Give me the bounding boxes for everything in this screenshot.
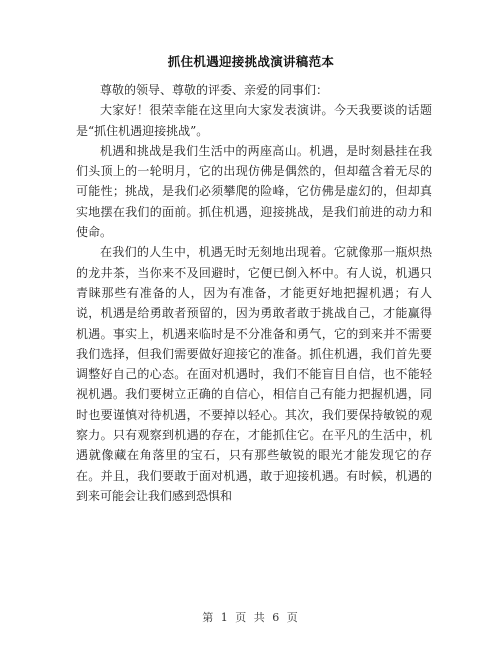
document-body	[76, 80, 432, 506]
page-footer: 第 1 页 共 6 页	[202, 611, 300, 624]
greeting-paragraph: 大家好！很荣幸能在这里向大家发表演讲。今天我要谈的话题是“抓住机遇迎接挑战”。	[76, 103, 432, 138]
body-paragraph: 在我们的人生中，机遇无时无刻地出现着。它就像那一瓶炽热的龙井茶，当你来不及回避时，它便已倒入杯中。有人说，机遇只青睐那些有准备的人，因为有准备，才能更好地把握机遇；有人说，机遇是给勇敢者预留的，因为勇敢者敢于挑战自己，才能赢得机遇。事实上，机遇来临时是不分准备和勇气，它的到来并不需要我们选择，但我们需要做好迎接它的准备。抓住机遇，我们首先要调整好自己的心态。在面对机遇时，我们不能盲目自信，也不能轻视机遇。我们要树立正确的自信心，相信自己有能力把握机遇，同时也要谨慎对待机遇，不要掉以轻心。其次，我们要保持敏锐的观察力。只有观察到机遇的存在，才能抓住它。在平凡的生活中，机遇就像藏在角落里的宝石，只有那些敏锐的眼光才能发现它的存在。并且，我们要敢于面对机遇，敢于迎接机遇。有时候，机遇的到来可能会让我们感到恐惧和	[76, 245, 432, 503]
document-title: 抓住机遇迎接挑战演讲稿范本	[167, 54, 335, 69]
salutation-paragraph: 尊敬的领导、尊敬的评委、亲爱的同事们：	[100, 83, 329, 97]
body-paragraph: 机遇和挑战是我们生活中的两座高山。机遇，是时刻悬挂在我们头顶上的一轮明月，它的出现仿佛是偶然的，但却蕴含着无尽的可能性；挑战，是我们必须攀爬的险峰，它仿佛是虚幻的，但却真实地摆在我们的面前。抓住机遇，迎接挑战，是我们前进的动力和使命。	[76, 143, 432, 240]
